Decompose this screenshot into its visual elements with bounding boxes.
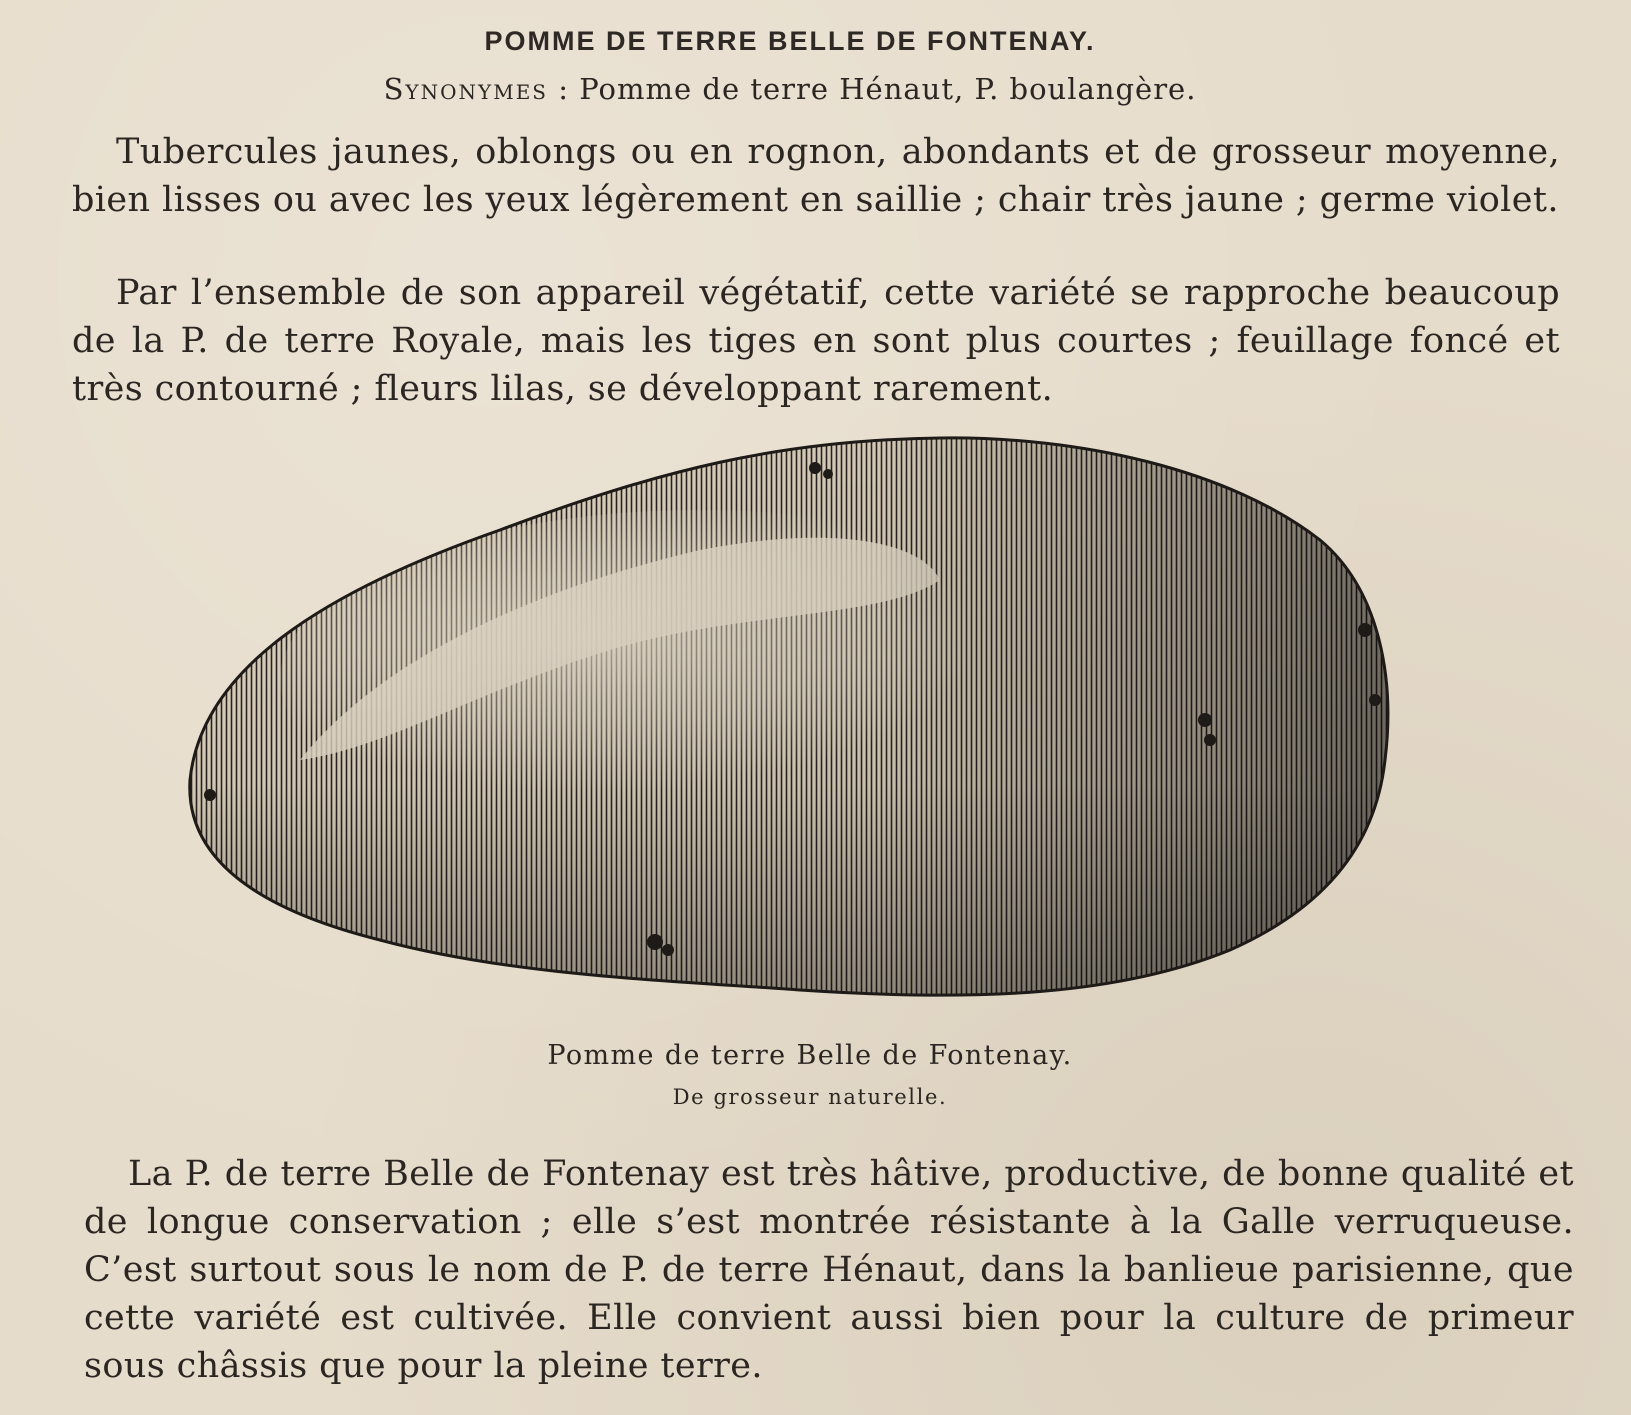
description-paragraph-foliage: Par l’ensemble de son appareil végétatif, cette variété se rapproche beaucoup de la P. de terre Royale, mais les tiges en sont plus courtes ; feuillage foncé et très contourné ; fleurs lilas, se développant rarement.: [72, 273, 1560, 409]
description-paragraph-tubers: Tubercules jaunes, oblongs ou en rognon, abondants et de grosseur moyenne, bien lisses ou avec les yeux légèrement en saillie ; chair très jaune ; germe violet.: [72, 132, 1560, 220]
figure-subcaption: De grosseur naturelle.: [672, 1085, 948, 1109]
synonyms-line: [0, 72, 1580, 106]
description-paragraph-qualities: La P. de terre Belle de Fontenay est très hâtive, productive, de bonne qualité et de longue conservation ; elle s’est montrée résistante à la Galle verruqueuse. C’est surtout sous le nom de P. de terre Hénaut, dans la banlieue parisienne, que cette variété est cultivée. Elle convient aussi bien pour la culture de primeur sous châssis que pour la pleine terre.: [84, 1154, 1574, 1386]
synonyms-text: : Pomme de terre Hénaut, P. boulangère.: [548, 72, 1197, 106]
page-title: POMME DE TERRE BELLE DE FONTENAY.: [484, 26, 1096, 56]
synonyms-label: Synonymes: [383, 72, 549, 106]
figure-caption: Pomme de terre Belle de Fontenay.: [547, 1040, 1073, 1071]
potato-illustration: [180, 430, 1450, 1020]
